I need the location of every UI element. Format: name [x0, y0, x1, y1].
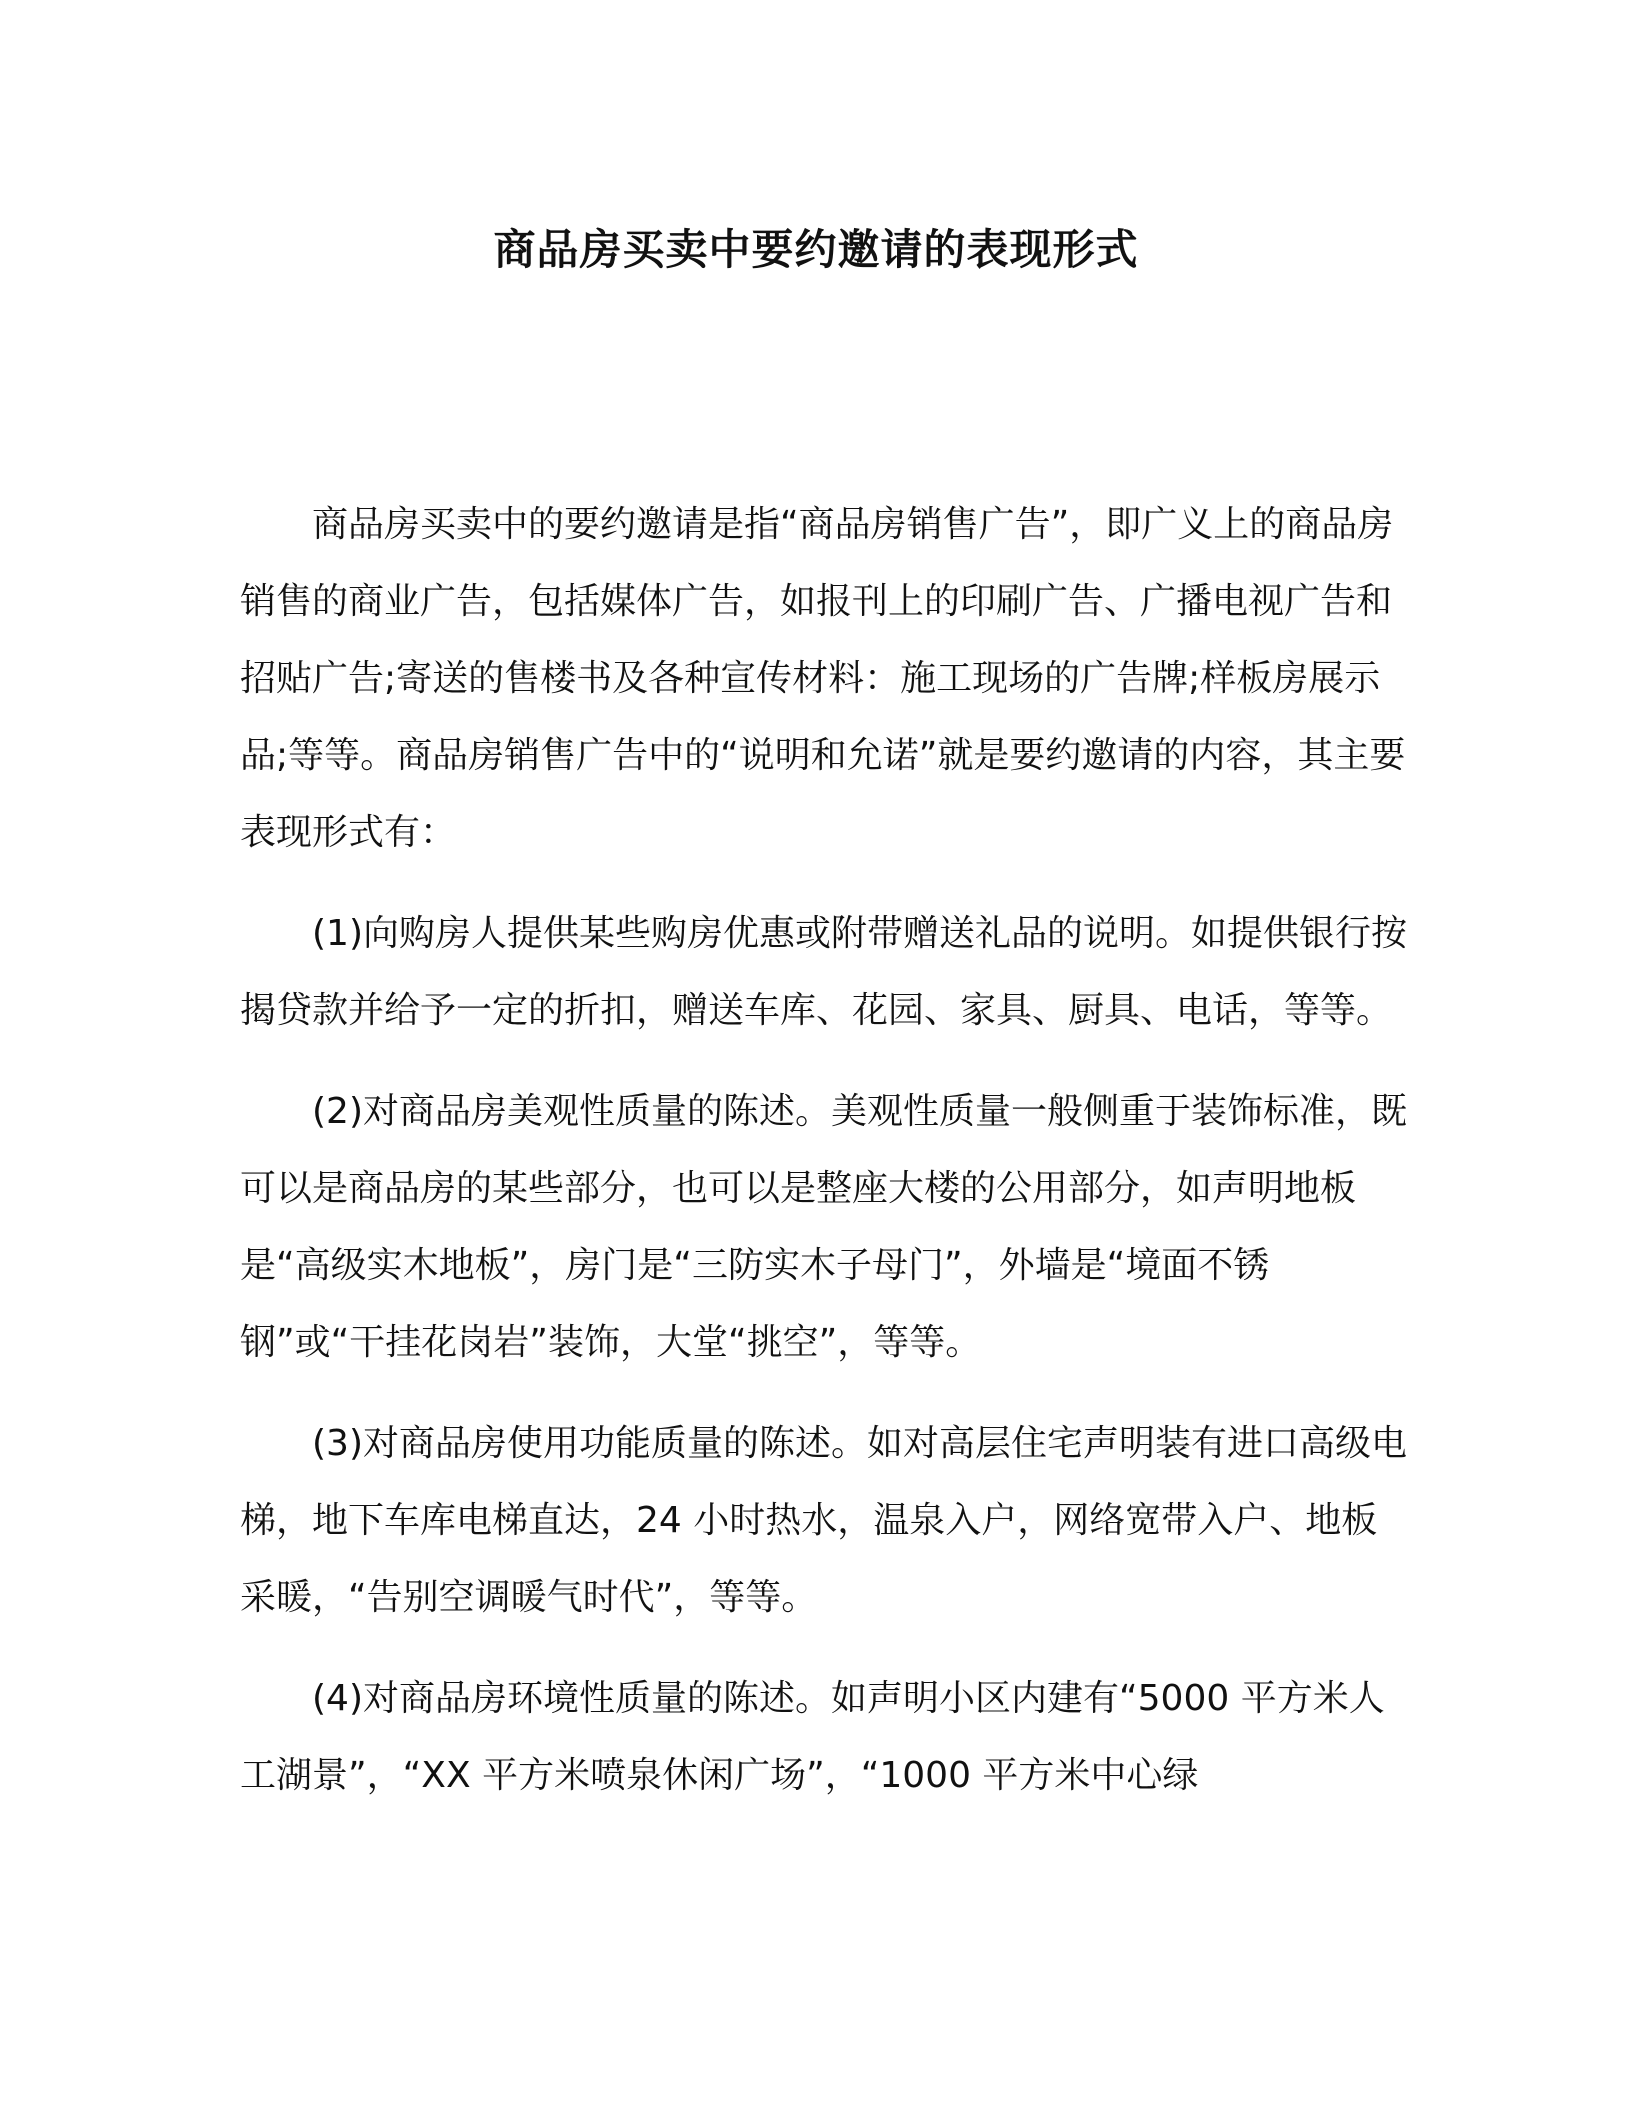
document-body	[240, 486, 1408, 1838]
paragraph-intro: 商品房买卖中的要约邀请是指“商品房销售广告”，即广义上的商品房销售的商业广告，包括媒体广告，如报刊上的印刷广告、广播电视广告和招贴广告;寄送的售楼书及各种宣传材料：施工现场的广告牌;样板房展示品;等等。商品房销售广告中的“说明和允诺”就是要约邀请的内容，其主要表现形式有：	[240, 504, 1406, 853]
document-title: 商品房买卖中要约邀请的表现形式	[493, 225, 1139, 274]
paragraph-item-3: (3)对商品房使用功能质量的陈述。如对高层住宅声明装有进口高级电梯，地下车库电梯直达，24 小时热水，温泉入户，网络宽带入户、地板采暖，“告别空调暖气时代”，等等。	[240, 1423, 1407, 1618]
paragraph-item-1: (1)向购房人提供某些购房优惠或附带赠送礼品的说明。如提供银行按揭贷款并给予一定的折扣，赠送车库、花园、家具、厨具、电话，等等。	[240, 913, 1407, 1031]
paragraph-item-4: (4)对商品房环境性质量的陈述。如声明小区内建有“5000 平方米人工湖景”，“XX 平方米喷泉休闲广场”，“1000 平方米中心绿	[240, 1678, 1385, 1796]
paragraph-item-2: (2)对商品房美观性质量的陈述。美观性质量一般侧重于装饰标准，既可以是商品房的某些部分，也可以是整座大楼的公用部分，如声明地板是“高级实木地板”，房门是“三防实木子母门”，外墙是“境面不锈钢”或“干挂花岗岩”装饰，大堂“挑空”，等等。	[240, 1091, 1407, 1363]
